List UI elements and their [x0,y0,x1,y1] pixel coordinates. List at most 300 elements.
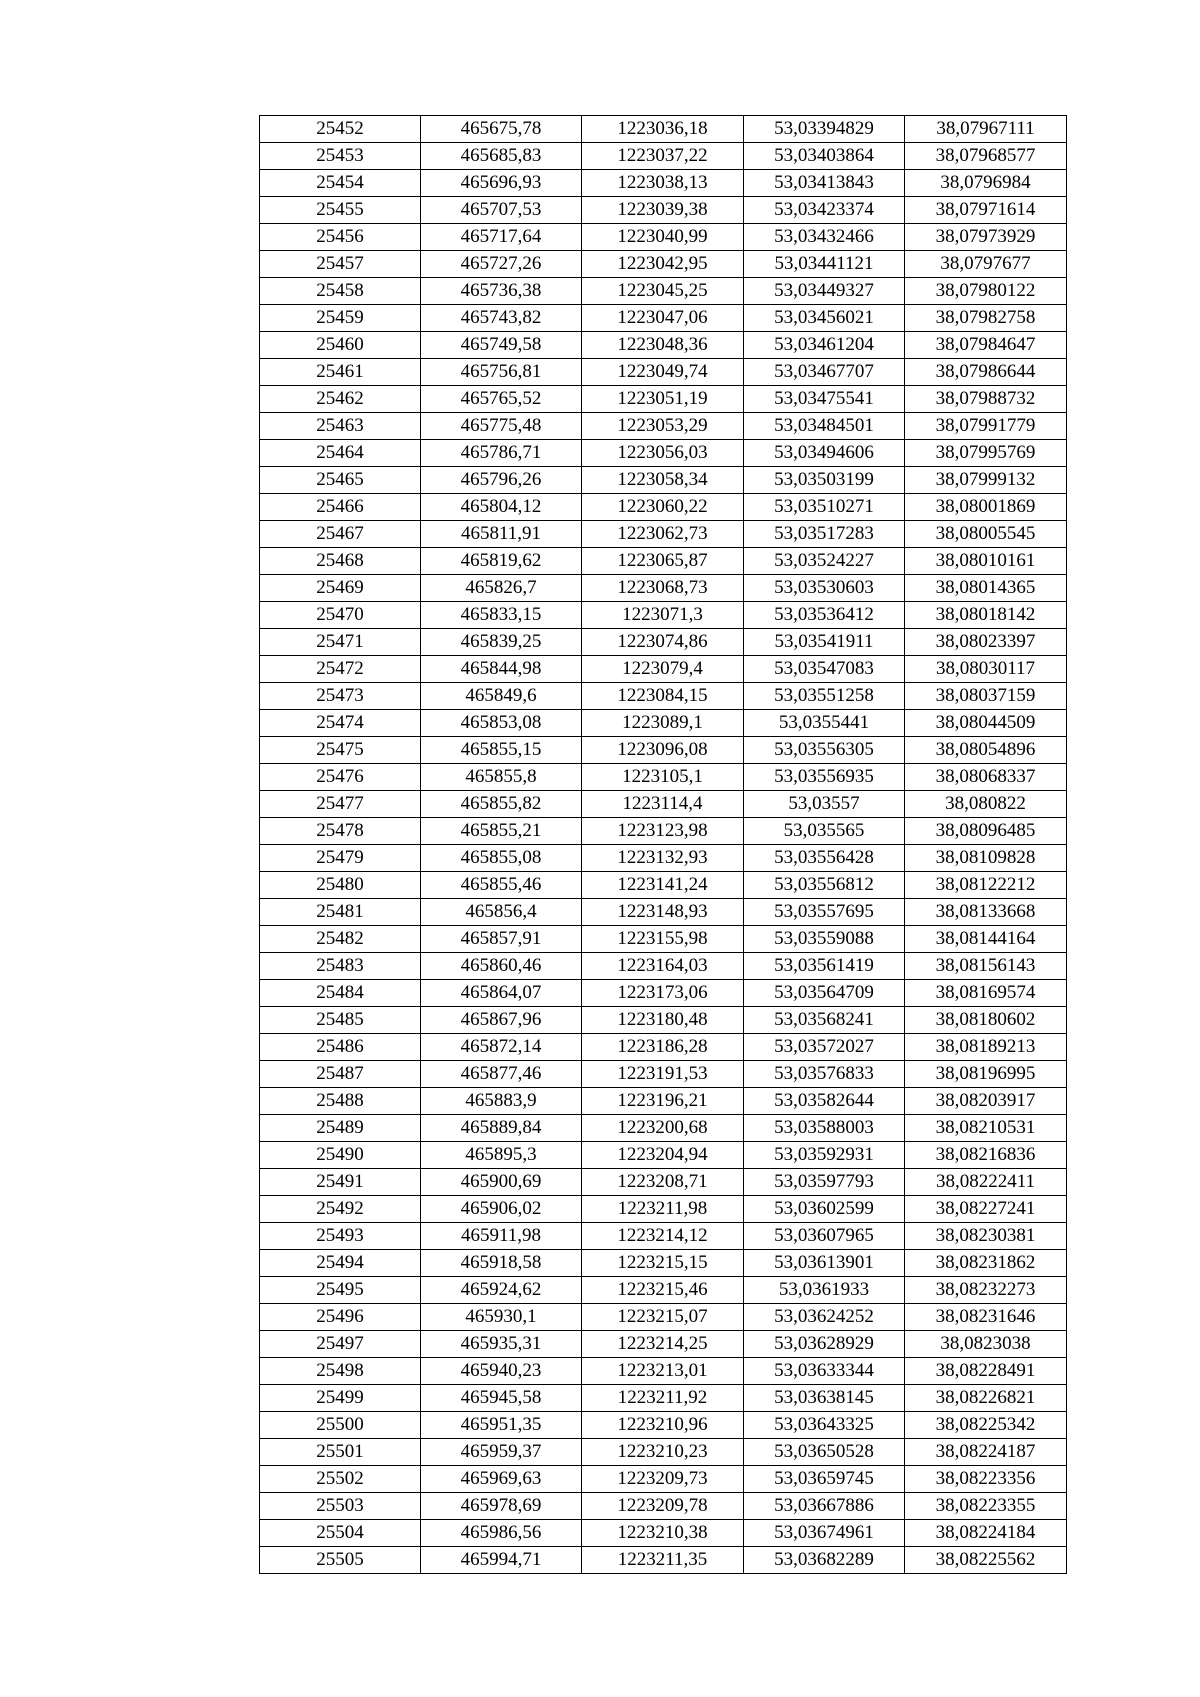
x-coordinate-cell: 465819,62 [421,548,582,575]
x-coordinate-cell: 465883,9 [421,1088,582,1115]
y-coordinate-cell: 1223040,99 [582,224,744,251]
latitude-cell: 53,03628929 [744,1331,905,1358]
y-coordinate-cell: 1223084,15 [582,683,744,710]
y-coordinate-cell: 1223155,98 [582,926,744,953]
point-number-cell: 25461 [260,359,421,386]
table-row [260,980,1067,1007]
longitude-cell: 38,08227241 [905,1196,1067,1223]
x-coordinate-cell: 465853,08 [421,710,582,737]
table-row [260,494,1067,521]
table-row [260,602,1067,629]
point-number-cell: 25454 [260,170,421,197]
latitude-cell: 53,03441121 [744,251,905,278]
table-row [260,710,1067,737]
y-coordinate-cell: 1223210,23 [582,1439,744,1466]
x-coordinate-cell: 465895,3 [421,1142,582,1169]
latitude-cell: 53,03413843 [744,170,905,197]
table-row [260,1466,1067,1493]
latitude-cell: 53,03461204 [744,332,905,359]
longitude-cell: 38,08225562 [905,1547,1067,1574]
longitude-cell: 38,08210531 [905,1115,1067,1142]
latitude-cell: 53,03403864 [744,143,905,170]
x-coordinate-cell: 465856,4 [421,899,582,926]
y-coordinate-cell: 1223037,22 [582,143,744,170]
y-coordinate-cell: 1223039,38 [582,197,744,224]
point-number-cell: 25491 [260,1169,421,1196]
longitude-cell: 38,07986644 [905,359,1067,386]
longitude-cell: 38,08010161 [905,548,1067,575]
longitude-cell: 38,08096485 [905,818,1067,845]
latitude-cell: 53,03557695 [744,899,905,926]
x-coordinate-cell: 465945,58 [421,1385,582,1412]
x-coordinate-cell: 465717,64 [421,224,582,251]
latitude-cell: 53,03503199 [744,467,905,494]
table-row [260,305,1067,332]
table-row [260,1169,1067,1196]
longitude-cell: 38,08228491 [905,1358,1067,1385]
y-coordinate-cell: 1223215,46 [582,1277,744,1304]
point-number-cell: 25460 [260,332,421,359]
table-row [260,683,1067,710]
x-coordinate-cell: 465749,58 [421,332,582,359]
y-coordinate-cell: 1223148,93 [582,899,744,926]
point-number-cell: 25470 [260,602,421,629]
latitude-cell: 53,03556305 [744,737,905,764]
latitude-cell: 53,03624252 [744,1304,905,1331]
y-coordinate-cell: 1223132,93 [582,845,744,872]
table-row [260,899,1067,926]
table-row [260,1547,1067,1574]
x-coordinate-cell: 465860,46 [421,953,582,980]
latitude-cell: 53,03547083 [744,656,905,683]
longitude-cell: 38,08232273 [905,1277,1067,1304]
latitude-cell: 53,0355441 [744,710,905,737]
longitude-cell: 38,080822 [905,791,1067,818]
table-row [260,791,1067,818]
longitude-cell: 38,0796984 [905,170,1067,197]
y-coordinate-cell: 1223079,4 [582,656,744,683]
latitude-cell: 53,03449327 [744,278,905,305]
y-coordinate-cell: 1223053,29 [582,413,744,440]
longitude-cell: 38,08030117 [905,656,1067,683]
latitude-cell: 53,03561419 [744,953,905,980]
table-row [260,737,1067,764]
point-number-cell: 25490 [260,1142,421,1169]
longitude-cell: 38,08231646 [905,1304,1067,1331]
longitude-cell: 38,08054896 [905,737,1067,764]
table-row [260,440,1067,467]
point-number-cell: 25501 [260,1439,421,1466]
point-number-cell: 25463 [260,413,421,440]
longitude-cell: 38,08023397 [905,629,1067,656]
x-coordinate-cell: 465855,46 [421,872,582,899]
y-coordinate-cell: 1223096,08 [582,737,744,764]
y-coordinate-cell: 1223173,06 [582,980,744,1007]
point-number-cell: 25477 [260,791,421,818]
point-number-cell: 25494 [260,1250,421,1277]
y-coordinate-cell: 1223123,98 [582,818,744,845]
table-row [260,467,1067,494]
longitude-cell: 38,08122212 [905,872,1067,899]
table-row [260,953,1067,980]
point-number-cell: 25456 [260,224,421,251]
y-coordinate-cell: 1223211,92 [582,1385,744,1412]
table-row [260,116,1067,143]
x-coordinate-cell: 465940,23 [421,1358,582,1385]
y-coordinate-cell: 1223210,38 [582,1520,744,1547]
point-number-cell: 25485 [260,1007,421,1034]
x-coordinate-cell: 465811,91 [421,521,582,548]
y-coordinate-cell: 1223191,53 [582,1061,744,1088]
y-coordinate-cell: 1223209,78 [582,1493,744,1520]
latitude-cell: 53,03643325 [744,1412,905,1439]
latitude-cell: 53,03541911 [744,629,905,656]
table-row [260,845,1067,872]
table-row [260,926,1067,953]
longitude-cell: 38,08005545 [905,521,1067,548]
y-coordinate-cell: 1223214,12 [582,1223,744,1250]
x-coordinate-cell: 465969,63 [421,1466,582,1493]
y-coordinate-cell: 1223045,25 [582,278,744,305]
point-number-cell: 25458 [260,278,421,305]
latitude-cell: 53,03592931 [744,1142,905,1169]
longitude-cell: 38,07968577 [905,143,1067,170]
latitude-cell: 53,03613901 [744,1250,905,1277]
x-coordinate-cell: 465978,69 [421,1493,582,1520]
longitude-cell: 38,08216836 [905,1142,1067,1169]
table-row [260,872,1067,899]
table-row [260,224,1067,251]
latitude-cell: 53,03484501 [744,413,905,440]
table-row [260,548,1067,575]
y-coordinate-cell: 1223215,15 [582,1250,744,1277]
y-coordinate-cell: 1223036,18 [582,116,744,143]
x-coordinate-cell: 465986,56 [421,1520,582,1547]
latitude-cell: 53,03607965 [744,1223,905,1250]
point-number-cell: 25478 [260,818,421,845]
longitude-cell: 38,08224184 [905,1520,1067,1547]
latitude-cell: 53,03568241 [744,1007,905,1034]
table-row [260,1304,1067,1331]
point-number-cell: 25484 [260,980,421,1007]
y-coordinate-cell: 1223211,98 [582,1196,744,1223]
y-coordinate-cell: 1223164,03 [582,953,744,980]
y-coordinate-cell: 1223210,96 [582,1412,744,1439]
table-row [260,359,1067,386]
coordinates-table [259,115,1067,1574]
table-row [260,656,1067,683]
longitude-cell: 38,08037159 [905,683,1067,710]
y-coordinate-cell: 1223042,95 [582,251,744,278]
point-number-cell: 25472 [260,656,421,683]
latitude-cell: 53,035565 [744,818,905,845]
table-row [260,629,1067,656]
longitude-cell: 38,08226821 [905,1385,1067,1412]
longitude-cell: 38,07971614 [905,197,1067,224]
point-number-cell: 25492 [260,1196,421,1223]
point-number-cell: 25503 [260,1493,421,1520]
x-coordinate-cell: 465765,52 [421,386,582,413]
point-number-cell: 25468 [260,548,421,575]
x-coordinate-cell: 465743,82 [421,305,582,332]
longitude-cell: 38,0823038 [905,1331,1067,1358]
table-row [260,251,1067,278]
latitude-cell: 53,0361933 [744,1277,905,1304]
latitude-cell: 53,03559088 [744,926,905,953]
latitude-cell: 53,03659745 [744,1466,905,1493]
latitude-cell: 53,03456021 [744,305,905,332]
table-row [260,1250,1067,1277]
longitude-cell: 38,08044509 [905,710,1067,737]
point-number-cell: 25487 [260,1061,421,1088]
y-coordinate-cell: 1223213,01 [582,1358,744,1385]
x-coordinate-cell: 465844,98 [421,656,582,683]
table-row [260,386,1067,413]
point-number-cell: 25498 [260,1358,421,1385]
longitude-cell: 38,08133668 [905,899,1067,926]
latitude-cell: 53,03572027 [744,1034,905,1061]
y-coordinate-cell: 1223048,36 [582,332,744,359]
point-number-cell: 25464 [260,440,421,467]
latitude-cell: 53,03557 [744,791,905,818]
longitude-cell: 38,08222411 [905,1169,1067,1196]
point-number-cell: 25465 [260,467,421,494]
x-coordinate-cell: 465804,12 [421,494,582,521]
x-coordinate-cell: 465959,37 [421,1439,582,1466]
table-row [260,1142,1067,1169]
latitude-cell: 53,03597793 [744,1169,905,1196]
point-number-cell: 25457 [260,251,421,278]
latitude-cell: 53,03423374 [744,197,905,224]
longitude-cell: 38,08230381 [905,1223,1067,1250]
x-coordinate-cell: 465855,82 [421,791,582,818]
x-coordinate-cell: 465826,7 [421,575,582,602]
y-coordinate-cell: 1223047,06 [582,305,744,332]
y-coordinate-cell: 1223062,73 [582,521,744,548]
table-row [260,278,1067,305]
latitude-cell: 53,03650528 [744,1439,905,1466]
table-row [260,1007,1067,1034]
point-number-cell: 25481 [260,899,421,926]
latitude-cell: 53,03556812 [744,872,905,899]
table-row [260,1520,1067,1547]
x-coordinate-cell: 465756,81 [421,359,582,386]
point-number-cell: 25452 [260,116,421,143]
latitude-cell: 53,03494606 [744,440,905,467]
x-coordinate-cell: 465889,84 [421,1115,582,1142]
longitude-cell: 38,08225342 [905,1412,1067,1439]
y-coordinate-cell: 1223204,94 [582,1142,744,1169]
table-row [260,1331,1067,1358]
y-coordinate-cell: 1223180,48 [582,1007,744,1034]
point-number-cell: 25479 [260,845,421,872]
x-coordinate-cell: 465855,21 [421,818,582,845]
latitude-cell: 53,03530603 [744,575,905,602]
longitude-cell: 38,08231862 [905,1250,1067,1277]
table-row [260,1088,1067,1115]
longitude-cell: 38,07967111 [905,116,1067,143]
x-coordinate-cell: 465727,26 [421,251,582,278]
table-row [260,818,1067,845]
x-coordinate-cell: 465855,08 [421,845,582,872]
x-coordinate-cell: 465833,15 [421,602,582,629]
table-row [260,764,1067,791]
latitude-cell: 53,03564709 [744,980,905,1007]
latitude-cell: 53,03524227 [744,548,905,575]
point-number-cell: 25462 [260,386,421,413]
longitude-cell: 38,08014365 [905,575,1067,602]
longitude-cell: 38,07999132 [905,467,1067,494]
table-row [260,143,1067,170]
latitude-cell: 53,03682289 [744,1547,905,1574]
x-coordinate-cell: 465900,69 [421,1169,582,1196]
y-coordinate-cell: 1223049,74 [582,359,744,386]
table-row [260,1223,1067,1250]
y-coordinate-cell: 1223105,1 [582,764,744,791]
point-number-cell: 25500 [260,1412,421,1439]
longitude-cell: 38,08109828 [905,845,1067,872]
x-coordinate-cell: 465918,58 [421,1250,582,1277]
x-coordinate-cell: 465786,71 [421,440,582,467]
x-coordinate-cell: 465872,14 [421,1034,582,1061]
x-coordinate-cell: 465849,6 [421,683,582,710]
point-number-cell: 25455 [260,197,421,224]
x-coordinate-cell: 465855,8 [421,764,582,791]
point-number-cell: 25483 [260,953,421,980]
longitude-cell: 38,08144164 [905,926,1067,953]
point-number-cell: 25475 [260,737,421,764]
coordinates-table-body [260,116,1067,1574]
latitude-cell: 53,03588003 [744,1115,905,1142]
longitude-cell: 38,07980122 [905,278,1067,305]
point-number-cell: 25493 [260,1223,421,1250]
table-row [260,1196,1067,1223]
y-coordinate-cell: 1223215,07 [582,1304,744,1331]
y-coordinate-cell: 1223038,13 [582,170,744,197]
point-number-cell: 25486 [260,1034,421,1061]
longitude-cell: 38,08018142 [905,602,1067,629]
y-coordinate-cell: 1223068,73 [582,575,744,602]
y-coordinate-cell: 1223114,4 [582,791,744,818]
x-coordinate-cell: 465924,62 [421,1277,582,1304]
table-row [260,521,1067,548]
latitude-cell: 53,03394829 [744,116,905,143]
longitude-cell: 38,08068337 [905,764,1067,791]
x-coordinate-cell: 465935,31 [421,1331,582,1358]
x-coordinate-cell: 465736,38 [421,278,582,305]
longitude-cell: 38,08169574 [905,980,1067,1007]
point-number-cell: 25504 [260,1520,421,1547]
x-coordinate-cell: 465911,98 [421,1223,582,1250]
table-row [260,1277,1067,1304]
point-number-cell: 25488 [260,1088,421,1115]
x-coordinate-cell: 465877,46 [421,1061,582,1088]
point-number-cell: 25453 [260,143,421,170]
longitude-cell: 38,08223355 [905,1493,1067,1520]
x-coordinate-cell: 465685,83 [421,143,582,170]
point-number-cell: 25466 [260,494,421,521]
point-number-cell: 25502 [260,1466,421,1493]
table-row [260,1115,1067,1142]
y-coordinate-cell: 1223056,03 [582,440,744,467]
longitude-cell: 38,07995769 [905,440,1067,467]
point-number-cell: 25482 [260,926,421,953]
point-number-cell: 25473 [260,683,421,710]
point-number-cell: 25469 [260,575,421,602]
latitude-cell: 53,03674961 [744,1520,905,1547]
latitude-cell: 53,03551258 [744,683,905,710]
longitude-cell: 38,07988732 [905,386,1067,413]
y-coordinate-cell: 1223058,34 [582,467,744,494]
y-coordinate-cell: 1223089,1 [582,710,744,737]
x-coordinate-cell: 465951,35 [421,1412,582,1439]
point-number-cell: 25495 [260,1277,421,1304]
latitude-cell: 53,03556428 [744,845,905,872]
table-row [260,1385,1067,1412]
point-number-cell: 25480 [260,872,421,899]
table-row [260,413,1067,440]
x-coordinate-cell: 465867,96 [421,1007,582,1034]
latitude-cell: 53,03556935 [744,764,905,791]
latitude-cell: 53,03467707 [744,359,905,386]
point-number-cell: 25474 [260,710,421,737]
y-coordinate-cell: 1223071,3 [582,602,744,629]
y-coordinate-cell: 1223141,24 [582,872,744,899]
latitude-cell: 53,03582644 [744,1088,905,1115]
longitude-cell: 38,07973929 [905,224,1067,251]
latitude-cell: 53,03536412 [744,602,905,629]
y-coordinate-cell: 1223051,19 [582,386,744,413]
table-row [260,197,1067,224]
longitude-cell: 38,08223356 [905,1466,1067,1493]
x-coordinate-cell: 465675,78 [421,116,582,143]
point-number-cell: 25489 [260,1115,421,1142]
y-coordinate-cell: 1223214,25 [582,1331,744,1358]
table-row [260,1034,1067,1061]
x-coordinate-cell: 465906,02 [421,1196,582,1223]
table-row [260,1412,1067,1439]
x-coordinate-cell: 465855,15 [421,737,582,764]
x-coordinate-cell: 465864,07 [421,980,582,1007]
x-coordinate-cell: 465839,25 [421,629,582,656]
table-row [260,332,1067,359]
longitude-cell: 38,08224187 [905,1439,1067,1466]
point-number-cell: 25471 [260,629,421,656]
latitude-cell: 53,03638145 [744,1385,905,1412]
point-number-cell: 25497 [260,1331,421,1358]
y-coordinate-cell: 1223074,86 [582,629,744,656]
latitude-cell: 53,03432466 [744,224,905,251]
table-row [260,1061,1067,1088]
table-row [260,1358,1067,1385]
point-number-cell: 25476 [260,764,421,791]
x-coordinate-cell: 465696,93 [421,170,582,197]
longitude-cell: 38,0797677 [905,251,1067,278]
longitude-cell: 38,08156143 [905,953,1067,980]
longitude-cell: 38,07982758 [905,305,1067,332]
longitude-cell: 38,08189213 [905,1034,1067,1061]
table-row [260,170,1067,197]
x-coordinate-cell: 465796,26 [421,467,582,494]
y-coordinate-cell: 1223211,35 [582,1547,744,1574]
latitude-cell: 53,03510271 [744,494,905,521]
latitude-cell: 53,03602599 [744,1196,905,1223]
y-coordinate-cell: 1223060,22 [582,494,744,521]
latitude-cell: 53,03517283 [744,521,905,548]
y-coordinate-cell: 1223209,73 [582,1466,744,1493]
latitude-cell: 53,03475541 [744,386,905,413]
y-coordinate-cell: 1223200,68 [582,1115,744,1142]
